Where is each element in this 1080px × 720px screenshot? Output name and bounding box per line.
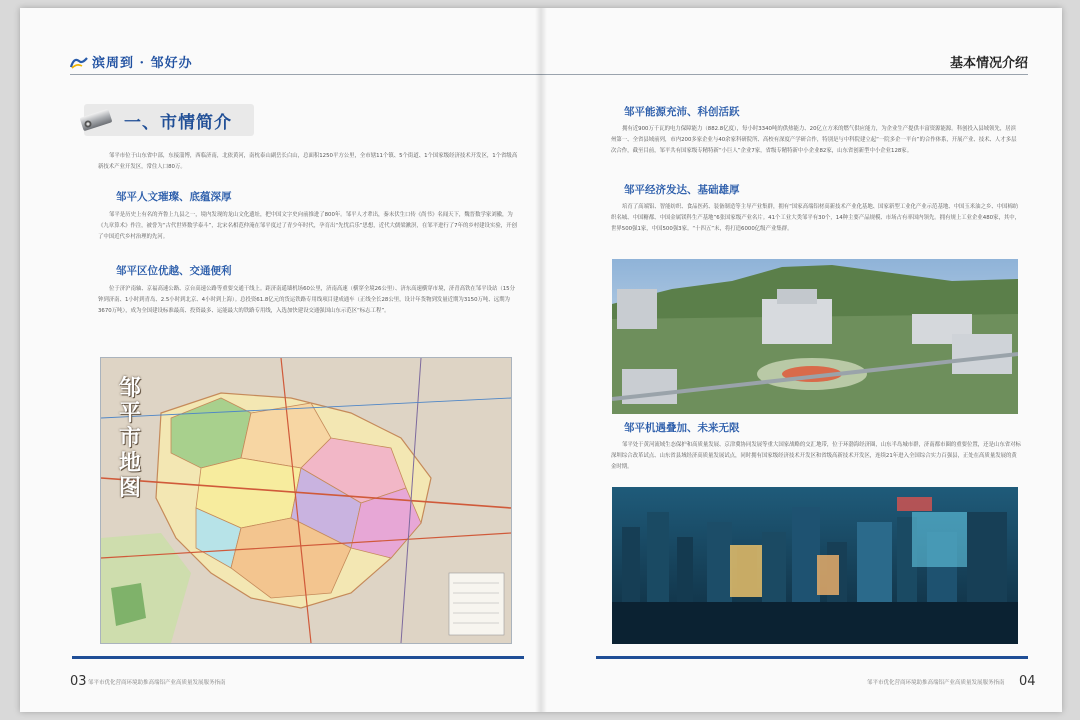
brand-header xyxy=(70,52,193,71)
brochure-spread xyxy=(20,8,1062,712)
city-map-image xyxy=(100,357,512,644)
campus-aerial-photo xyxy=(612,259,1018,414)
chapter-title: 基本情况介绍 xyxy=(949,56,1028,71)
energy-paragraph: 拥有近900万千瓦的电力保障能力（882.8亿度），每小时3340吨的供热能力、20亿立方米的燃气供应能力，为企业生产提供丰富资源能源。科创投入县域领先，居滨州第一、全省县域前列，市内200多家企业与40余家科研院所、高校有深度产学研合作，特别是与中科院建立起“一院多企一平台”的合作体系，开展产业、技术、人才多层次合作，截至目前，邹平共有国家级专精特新“小巨人”企业7家，省级专精特新中小企业82家，山东省创新型中小企业128家。 xyxy=(611,126,1017,154)
left-page xyxy=(20,8,541,712)
culture-subtitle: 邹平人文璀璨、底蕴深厚 xyxy=(116,191,232,203)
future-paragraph: 邹平处于黄河流域生态保护和高质量发展、京津冀协同发展等重大国家战略的交汇地带，位于环渤海经济圈，山东半岛城市群，济南都市圈的重要位置，还是山东省对标深圳综合改革试点、山东省县域经济高质量发展试点，同时拥有国家级经济技术开发区和省级高新技术开发区，连续21年进入全国综合实力百强县，正处在高质量发展的黄金时期。 xyxy=(611,442,1021,470)
future-subtitle: 邹平机遇叠加、未来无限 xyxy=(624,422,740,434)
footer-caption-right: 邹平市优化营商环境助推高端铝产业高质量发展服务指南 xyxy=(867,680,1005,686)
campus-photo-illustration xyxy=(612,259,1018,414)
location-subtitle: 邹平区位优越、交通便利 xyxy=(116,265,232,277)
book-gutter-shadow xyxy=(535,8,547,712)
culture-paragraph: 邹平是历史上有名的齐鲁上九县之一，境内发现的龙山文化遗址，把中国文字史向前推进了800年。邹平人才辈出，秦末伏生口传《尚书》名闻天下，魏晋数学家刘徽，为《九章算术》作注，被誉为“古代世界数学泰斗”，北宋名相范仲淹在邹平度过了青少年时代，孕育出“先忧后乐”思想，近代大儒梁漱溟，在邹平进行了7年的乡村建设实验，开创了中国近代乡村治理的先河。 xyxy=(98,212,517,240)
aluminum-profile-icon xyxy=(78,105,116,135)
footer-rule-right xyxy=(596,656,1028,659)
brand-logo-icon xyxy=(70,55,88,69)
brand-slogan: 滨周到 · 邹好办 xyxy=(92,56,193,71)
section-title: 一、市情简介 xyxy=(124,112,232,133)
page-number-right: 04 xyxy=(1019,674,1036,689)
intro-paragraph: 邹平市位于山东省中部，东接淄博，西临济南，北依黄河，南枕泰山副岳长白山，总面积1250平方公里，全市辖11个镇、5个街道、1个国家级经济技术开发区，1个省级高新技术产业开发区，常住人口80万。 xyxy=(98,153,518,170)
economy-paragraph: 培育了高端铝、智能纺织、食品医药、装备制造等主导产业集群，拥有“国家高端铝材高新技术产业化基地、国家新型工业化产业示范基地、中国玉米油之乡、中国棉纺织名城、中国糖都、中国金属镁科生产基地”6张国家级产业名片。41个工业大类邹平有30个，14种主要产品规模、市场占有率国内领先。拥有规上工业企业480家，其中，世界500强1家，中国500强3家。“十四五”末，将打造6000亿级产业集群。 xyxy=(611,204,1021,232)
footer-rule-left xyxy=(72,656,524,659)
location-paragraph: 位于济沪南轴、京福高速公路、京台高速公路等重要交通干线上。距济南遥墙机场60公里，济南高速（横穿全境26公里）、济东高速横穿市境，济青高铁在邹平设站（15分钟到济南、1小时到青岛、2.5小时到北京、4小时到上海）。总投资61.8亿元的货运铁路专用线项目建成通车（正线全长28公里，设计年货物到发量近期为3150万吨、远期为3670万吨），成为全国建设标准最高、投资最多、运能最大的铁路专用线，入选加快建设交通强国山东示范区“标志工程”。 xyxy=(98,286,516,314)
footer-caption-left: 邹平市优化营商环境助推高端铝产业高质量发展服务指南 xyxy=(88,680,226,686)
city-night-photo xyxy=(612,487,1018,644)
right-page xyxy=(541,8,1062,712)
header-rule-right xyxy=(541,74,1028,75)
map-illustration xyxy=(101,358,511,643)
night-skyline-illustration xyxy=(612,487,1018,644)
energy-subtitle: 邹平能源充沛、科创活跃 xyxy=(624,106,740,118)
page-number-left: 03 xyxy=(70,674,87,689)
map-title: 邹平市地图 xyxy=(119,375,142,501)
economy-subtitle: 邹平经济发达、基础雄厚 xyxy=(624,184,740,196)
section-banner xyxy=(84,104,254,136)
header-rule xyxy=(70,74,541,75)
